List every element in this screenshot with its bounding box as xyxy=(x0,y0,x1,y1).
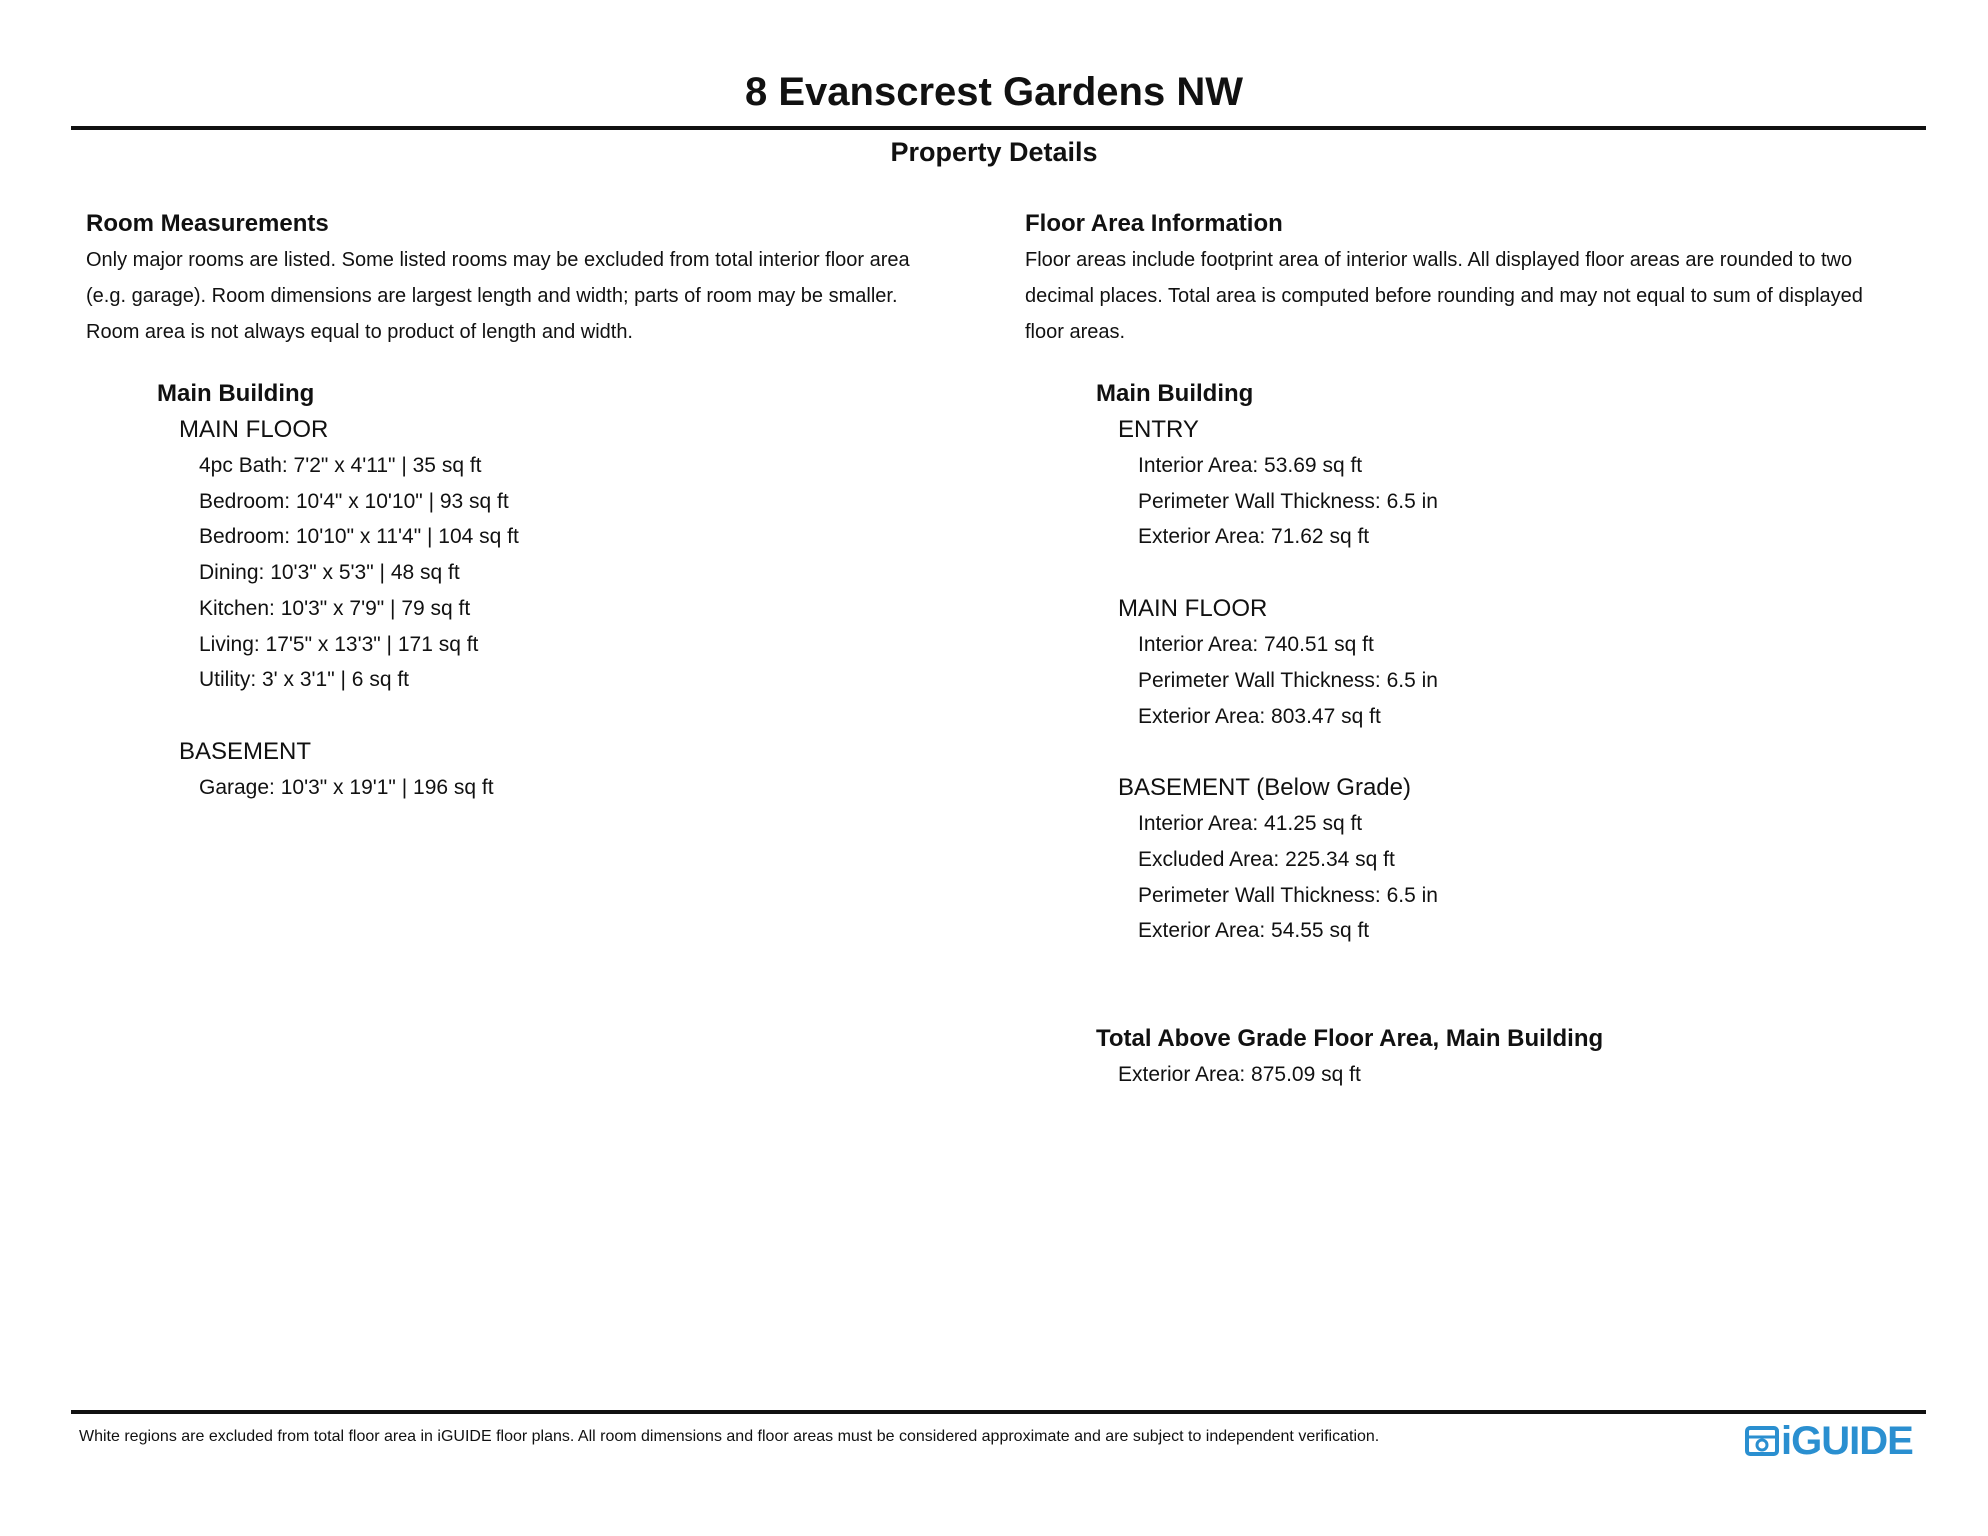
description-line: floor areas. xyxy=(1025,321,1126,343)
floor-area-description xyxy=(1025,242,1955,350)
description-line: decimal places. Total area is computed before rounding and may not equal to sum of displayed xyxy=(1025,285,1863,307)
floor-area-heading: Floor Area Information xyxy=(1025,210,1283,237)
room-line: Kitchen: 10'3" x 7'9" | 79 sq ft xyxy=(199,596,471,620)
total-area-heading: Total Above Grade Floor Area, Main Building xyxy=(1096,1025,1604,1053)
description-line: Only major rooms are listed. Some listed rooms may be excluded from total interior floor area xyxy=(86,249,910,271)
floor-area-section xyxy=(1025,206,1955,1093)
floor-name-basement: BASEMENT (Below Grade) xyxy=(1118,774,1411,802)
room-line: Utility: 3' x 3'1" | 6 sq ft xyxy=(199,668,409,692)
description-line: (e.g. garage). Room dimensions are largest length and width; parts of room may be smaller. xyxy=(86,285,898,307)
area-line: Excluded Area: 225.34 sq ft xyxy=(1138,847,1395,871)
area-line: Perimeter Wall Thickness: 6.5 in xyxy=(1138,489,1438,513)
iguide-camera-icon xyxy=(1745,1424,1779,1458)
room-line: Bedroom: 10'10" x 11'4" | 104 sq ft xyxy=(199,525,519,549)
page-subtitle: Property Details xyxy=(890,137,1098,167)
room-line: Living: 17'5" x 13'3" | 171 sq ft xyxy=(199,632,479,656)
header-divider xyxy=(71,126,1926,130)
room-line: Dining: 10'3" x 5'3" | 48 sq ft xyxy=(199,561,460,585)
room-line: 4pc Bath: 7'2" x 4'11" | 35 sq ft xyxy=(199,454,482,477)
floor-name-basement: BASEMENT xyxy=(179,737,312,765)
iguide-logo xyxy=(1745,1418,1913,1464)
room-line: Bedroom: 10'4" x 10'10" | 93 sq ft xyxy=(199,489,509,513)
building-heading: Main Building xyxy=(157,380,315,407)
logo-text: iGUIDE xyxy=(1781,1419,1913,1463)
description-line: Room area is not always equal to product of length and width. xyxy=(86,321,633,343)
area-line: Exterior Area: 71.62 sq ft xyxy=(1138,525,1370,549)
footer-disclaimer: White regions are excluded from total floor area in iGUIDE floor plans. All room dimensions and floor areas must be considered approximate and are subject to independent verification. xyxy=(79,1428,1380,1445)
floor-name-main-floor: MAIN FLOOR xyxy=(1118,595,1268,623)
area-line: Interior Area: 740.51 sq ft xyxy=(1138,633,1374,657)
area-line: Exterior Area: 803.47 sq ft xyxy=(1138,704,1381,728)
room-measurements-section xyxy=(86,206,986,806)
room-line: Garage: 10'3" x 19'1" | 196 sq ft xyxy=(199,775,494,799)
room-measurements-heading: Room Measurements xyxy=(86,210,329,237)
floor-name-main-floor: MAIN FLOOR xyxy=(179,416,329,443)
area-line: Perimeter Wall Thickness: 6.5 in xyxy=(1138,668,1438,692)
room-measurements-description xyxy=(86,242,986,350)
footer-divider xyxy=(71,1410,1926,1414)
area-line: Exterior Area: 54.55 sq ft xyxy=(1138,919,1370,943)
area-line: Interior Area: 53.69 sq ft xyxy=(1138,454,1363,477)
building-heading: Main Building xyxy=(1096,380,1254,407)
floor-name-entry: ENTRY xyxy=(1118,416,1199,443)
area-line: Interior Area: 41.25 sq ft xyxy=(1138,812,1363,836)
area-line: Perimeter Wall Thickness: 6.5 in xyxy=(1138,883,1438,907)
total-area-line: Exterior Area: 875.09 sq ft xyxy=(1118,1063,1361,1087)
page-title: 8 Evanscrest Gardens NW xyxy=(745,70,1243,114)
description-line: Floor areas include footprint area of interior walls. All displayed floor areas are rounded to two xyxy=(1025,249,1853,271)
